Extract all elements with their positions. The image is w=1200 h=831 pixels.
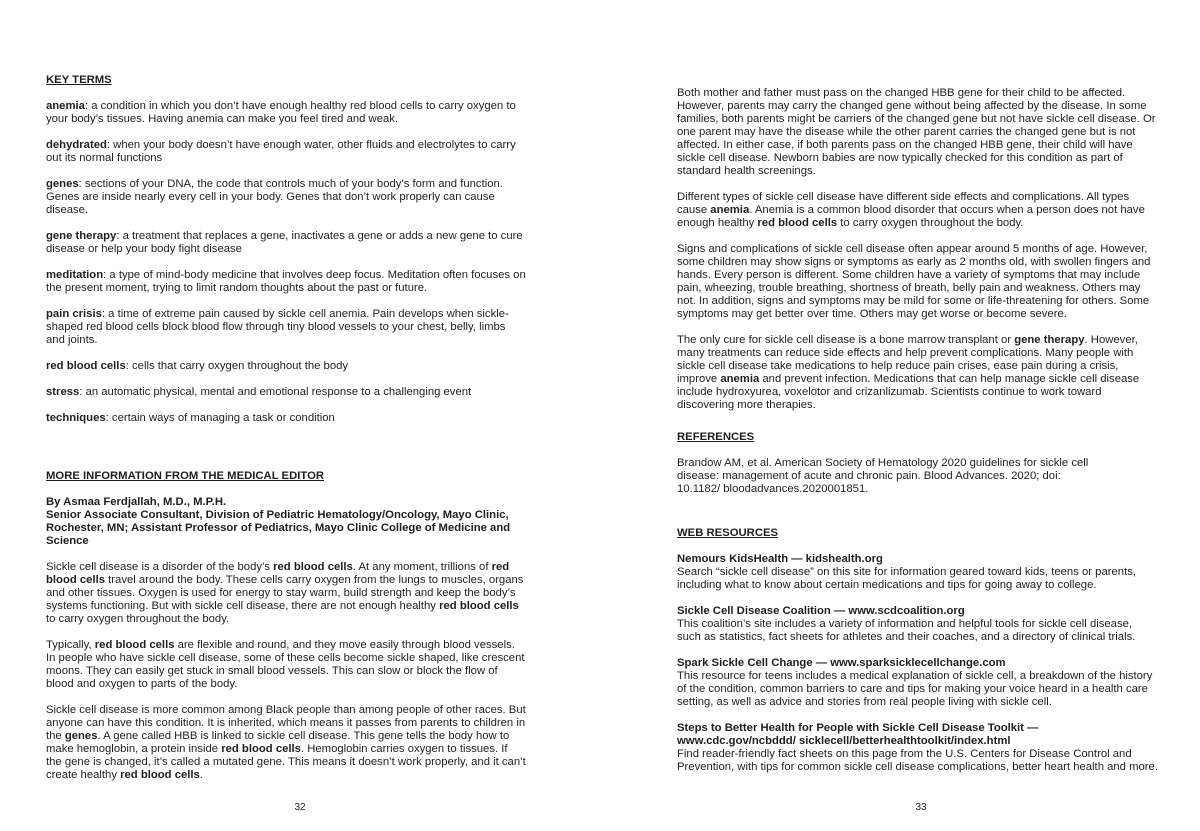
resource-title: Spark Sickle Cell Change — www.sparksicklecellchange.com	[677, 657, 1006, 669]
text-run: . Hemoglobin carries oxygen to tissues. If the gene is changed, it’s called a mutated gene. This means it doesn’t work properly, and it can’t create healthy	[46, 743, 526, 781]
body-section	[677, 87, 1159, 425]
resource-description: Find reader-friendly fact sheets on this page from the U.S. Centers for Disease Control and Prevention, with tips for common sickle cell disease complications, better heart health and more.	[677, 748, 1158, 773]
term-definition: : a treatment that replaces a gene, inactivates a gene or adds a new gene to cure disease or help your body fight disease	[46, 230, 523, 255]
key-terms-heading: KEY TERMS	[46, 74, 112, 86]
web-resources-list	[677, 553, 1159, 787]
resource-title: Sickle Cell Disease Coalition — www.scdcoalition.org	[677, 605, 965, 617]
resource-description: This resource for teens includes a medical explanation of sickle cell, a breakdown of the history of the condition, common barriers to care and tips for making your voice heard in a health care setting, as well as advice and stories from real people living with sickle cell.	[677, 670, 1153, 708]
right-page	[677, 0, 1159, 831]
text-run: Sickle cell disease is more common among Black people than among people of other races. But anyone can have this condition. It is inherited, which means it passes from parents to children in the	[46, 704, 526, 742]
bold-term: red blood cells	[94, 639, 175, 651]
text-run: . A gene called HBB is linked to sickle cell disease. This gene tells the body how to make hemoglobin, a protein inside	[46, 730, 510, 755]
medical-editor-section	[46, 496, 526, 795]
term-definition: : sections of your DNA, the code that controls much of your body’s form and function. Genes are inside nearly every cell in your body. Genes that don’t work properly can cause disease.	[46, 178, 503, 216]
term-entry	[46, 139, 526, 165]
bold-term: red blood cells	[439, 600, 519, 612]
text-run: Signs and complications of sickle cell disease often appear around 5 months of age. However, some children may show signs or symptoms as early as 2 months old, with swollen fingers and hands. Every person is different. Some children have a variety of symptoms that may include pain, wheezing, trouble breathing, shortness of breath, belly pain and weakness. Others may not. In addition, signs and symptoms may be mild for some or life-threatening for others. Some symptoms may get better over time. Others may get worse or become severe.	[677, 243, 1151, 320]
page-number: 32	[294, 802, 306, 813]
term-definition: : a condition in which you don’t have enough healthy red blood cells to carry oxygen to your body’s tissues. Having anemia can make you feel tired and weak.	[46, 100, 516, 125]
resource-description: Search “sickle cell disease” on this site for information geared toward kids, teens or parents, including what to know about certain medications and tips for going away to college.	[677, 566, 1136, 591]
more-info-heading: MORE INFORMATION FROM THE MEDICAL EDITOR	[46, 470, 325, 482]
text-run: The only cure for sickle cell disease is a bone marrow transplant or	[677, 334, 1015, 346]
resource-entry	[677, 722, 1159, 774]
term-name: anemia	[46, 100, 85, 112]
term-definition: : cells that carry oxygen throughout the body	[125, 360, 349, 372]
term-name: meditation	[46, 269, 104, 281]
references-heading: REFERENCES	[677, 431, 755, 443]
page-number: 33	[915, 802, 927, 813]
bold-term: red blood cells	[273, 561, 353, 573]
term-entry	[46, 100, 526, 126]
text-run: . Anemia is a common blood disorder that occurs when a person does not have enough healthy	[677, 204, 1145, 229]
key-terms-list	[46, 100, 526, 438]
text-run: . At any moment, trillions of	[352, 561, 492, 573]
byline-author: By Asmaa Ferdjallah, M.D., M.P.H.	[46, 496, 227, 508]
text-run: travel around the body. These cells carry oxygen from the lungs to muscles, organs and other tissues. Oxygen is used for energy to stay warm, build strength and keep the body’s systems functioning. But with sickle cell disease, there are not enough healthy	[46, 574, 524, 612]
resource-description: This coalition’s site includes a variety of information and helpful tools for sickle cell disease, such as statistics, fact sheets for athletes and their coaches, and a directory of clinical trials.	[677, 618, 1136, 643]
bold-term: anemia	[720, 373, 760, 385]
body-paragraph	[677, 87, 1159, 178]
body-paragraph	[677, 191, 1159, 230]
body-paragraph	[46, 639, 526, 691]
term-entry	[46, 412, 526, 425]
text-run: Both mother and father must pass on the changed HBB gene for their child to be affected. However, parents may carry the changed gene without being affected by the disease. In some families, both parents might be carriers of the changed gene but not have sickle cell disease. Or one parent may have the disease while the other parent carries the changed gene but is not affected. In either case, if both parents pass on the changed HBB gene, their child will have sickle cell disease. Newborn babies are now typically checked for this condition as part of standard health screenings.	[677, 87, 1156, 177]
resource-title: Steps to Better Health for People with Sickle Cell Disease Toolkit — www.cdc.gov/ncbddd/ sicklecell/betterhealthtoolkit/index.html	[677, 722, 1039, 747]
term-entry	[46, 269, 526, 295]
term-entry	[46, 360, 526, 373]
text-run: .	[199, 769, 203, 781]
resource-entry	[677, 657, 1159, 709]
term-name: stress	[46, 386, 80, 398]
left-page	[46, 0, 526, 831]
resource-title: Nemours KidsHealth — kidshealth.org	[677, 553, 883, 565]
text-run: . However, many treatments can reduce side effects and help prevent complications. Many people with sickle cell disease take medications to help reduce pain crises, ease pain during a crisis, improve	[677, 334, 1138, 385]
text-run: Typically,	[46, 639, 95, 651]
text-run: Different types of sickle cell disease have different side effects and complications. All types cause	[677, 191, 1130, 216]
term-name: red blood cells	[46, 360, 126, 372]
text-run: are flexible and round, and they move easily through blood vessels. In people who have sickle cell disease, some of these cells become sickle shaped, like crescent moons. They can easily get stuck in small blood vessels. This can slow or block the flow of blood and oxygen to parts of the body.	[46, 639, 525, 690]
term-definition: : when your body doesn’t have enough water, other fluids and electrolytes to carry out its normal functions	[46, 139, 516, 164]
text-run: Sickle cell disease is a disorder of the body’s	[46, 561, 274, 573]
term-entry	[46, 308, 526, 347]
term-entry	[46, 386, 526, 399]
resource-entry	[677, 605, 1159, 644]
byline-affiliation: Senior Associate Consultant, Division of Pediatric Hematology/Oncology, Mayo Clinic, Rochester, MN; Assistant Professor of Pediatrics, Mayo Clinic College of Medicine and Science	[46, 509, 511, 547]
term-name: pain crisis	[46, 308, 102, 320]
bold-term: gene therapy	[1014, 334, 1085, 346]
body-paragraph	[677, 334, 1159, 412]
term-entry	[46, 178, 526, 217]
text-run: and prevent infection. Medications that can help manage sickle cell disease include hydroxyurea, voxelotor and crizanlizumab. Scientists continue to work toward discovering more therapies.	[677, 373, 1140, 411]
body-paragraph	[677, 243, 1159, 321]
term-name: techniques	[46, 412, 106, 424]
bold-term: genes	[64, 730, 98, 742]
text-run: to carry oxygen throughout the body.	[837, 217, 1024, 229]
term-entry	[46, 230, 526, 256]
term-definition: : a type of mind-body medicine that involves deep focus. Meditation often focuses on the present moment, trying to limit random thoughts about the past or future.	[46, 269, 526, 294]
text-run: to carry oxygen throughout the body.	[46, 613, 230, 625]
bold-term: red blood cells	[221, 743, 301, 755]
term-name: genes	[46, 178, 79, 190]
bold-term: red blood cells	[120, 769, 200, 781]
body-paragraph	[46, 561, 526, 626]
term-definition: : a time of extreme pain caused by sickle cell anemia. Pain develops when sickle-shaped red blood cells block blood flow through tiny blood vessels to your chest, belly, limbs and joints.	[46, 308, 509, 346]
bold-term: anemia	[710, 204, 750, 216]
reference-citation: Brandow AM, et al. American Society of Hematology 2020 guidelines for sickle cell disease: management of acute and chronic pain. Blood Advances. 2020; doi: 10.1182/ bloodadvances.2020001851.	[677, 457, 1089, 495]
bold-term: red blood cells	[46, 561, 510, 586]
body-paragraph	[46, 704, 526, 782]
term-definition: : an automatic physical, mental and emotional response to a challenging event	[79, 386, 472, 398]
resource-entry	[677, 553, 1159, 592]
term-definition: : certain ways of managing a task or condition	[105, 412, 335, 424]
term-name: dehydrated	[46, 139, 107, 151]
term-name: gene therapy	[46, 230, 117, 242]
bold-term: red blood cells	[757, 217, 838, 229]
web-resources-heading: WEB RESOURCES	[677, 527, 779, 539]
